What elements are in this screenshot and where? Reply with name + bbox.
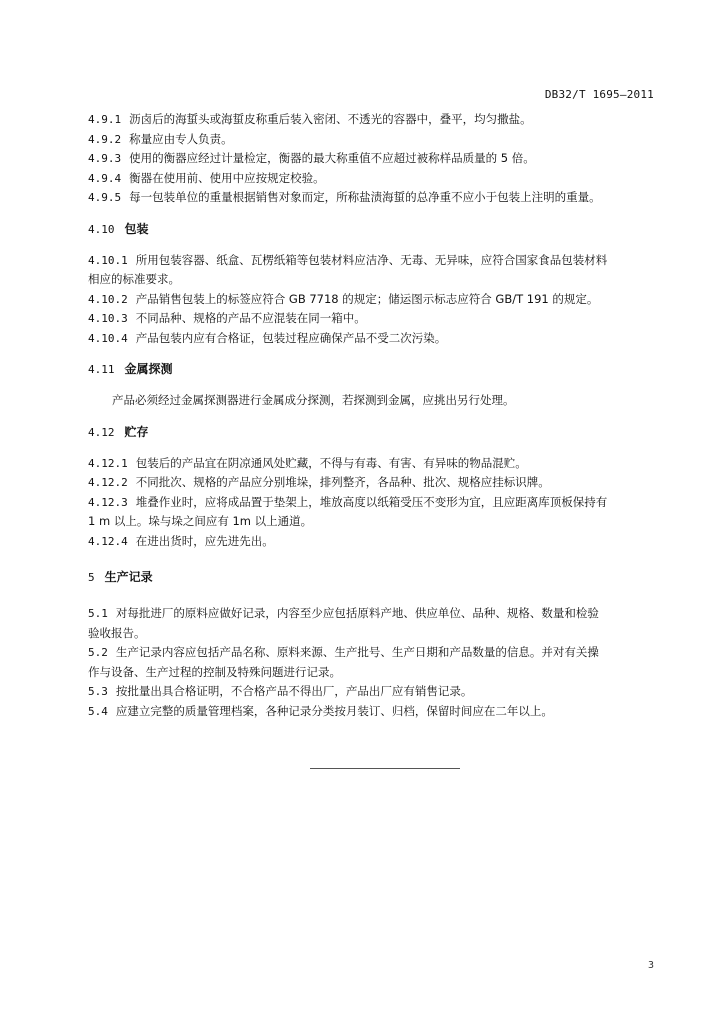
clause-4-9-2	[88, 130, 660, 150]
standard-code: DB32/T 1695—2011	[544, 88, 654, 101]
section-title: 贮存	[124, 424, 149, 439]
clause-number: 5.4	[88, 704, 108, 718]
section-number: 4.11	[88, 363, 115, 376]
clause-text: 使用的衡器应经过计量检定，衡器的最大称重值不应超过被称样品质量的 5 倍。	[129, 151, 535, 165]
paragraph-4-11: 产品必须经过金属探测器进行金属成分探测，若探测到金属，应挑出另行处理。	[112, 393, 515, 407]
section-number: 4.12	[88, 425, 115, 439]
clause-4-12-4	[88, 532, 660, 552]
clause-4-12-3-continued: 1 m 以上。垛与垛之间应有 1m 以上通道。	[88, 514, 313, 528]
clause-text: 产品销售包装上的标签应符合 GB 7718 的规定；储运图示标志应符合 GB/T 191 的规定。	[135, 291, 599, 306]
section-title: 包装	[124, 221, 149, 236]
clause-number: 5.2	[88, 646, 108, 659]
clause-text: 每一包装单位的重量根据销售对象而定，所称盐渍海蜇的总净重不应小于包装上注明的重量。	[129, 190, 601, 204]
section-heading-4-11	[88, 359, 660, 380]
clause-text: 对每批进厂的原料应做好记录，内容至少应包括原料产地、供应单位、品种、规格、数量和检验	[115, 606, 599, 620]
clause-4-9-3	[88, 149, 660, 169]
clause-4-12-1	[88, 454, 660, 474]
clause-number: 4.9.1	[88, 113, 122, 126]
page-number: 3	[647, 960, 654, 971]
clause-text: 生产记录内容应包括产品名称、原料来源、生产批号、生产日期和产品数量的信息。并对有关操	[115, 645, 599, 659]
clause-text: 堆叠作业时，应将成品置于垫架上，堆放高度以纸箱受压不变形为宜，且应距离库顶板保持有	[135, 494, 608, 509]
end-of-document-rule	[310, 768, 460, 769]
clause-text: 不同品种、规格的产品不应混装在同一箱中。	[135, 311, 366, 325]
clause-4-10-4	[88, 329, 660, 349]
clause-text: 包装后的产品宜在阴凉通风处贮藏，不得与有毒、有害、有异味的物品混贮。	[135, 455, 527, 470]
section-number: 5	[88, 571, 95, 584]
clause-4-12-2	[88, 473, 660, 493]
clause-number: 4.10.3	[88, 312, 128, 325]
section-heading-5	[88, 567, 660, 588]
clause-number: 4.9.3	[88, 152, 122, 165]
document-body	[88, 110, 660, 721]
section-title: 生产记录	[104, 570, 153, 584]
clause-text: 按批量出具合格证明，不合格产品不得出厂，产品出厂应有销售记录。	[115, 684, 473, 698]
clause-5-3	[88, 682, 660, 702]
clause-4-10-1-continued: 相应的标准要求。	[88, 272, 180, 286]
clause-5-2	[88, 643, 660, 663]
clause-text: 衡器在使用前、使用中应按规定校验。	[129, 170, 325, 185]
section-number: 4.10	[88, 222, 115, 236]
clause-4-9-5	[88, 188, 660, 208]
clause-number: 4.10.2	[88, 292, 128, 306]
clause-number: 4.9.2	[88, 132, 122, 146]
clause-number: 4.12.4	[88, 534, 128, 548]
clause-number: 4.9.5	[88, 191, 122, 204]
clause-number: 4.12.3	[88, 495, 128, 509]
clause-4-9-1	[88, 110, 660, 130]
clause-5-1	[88, 604, 660, 624]
section-title: 金属探测	[124, 362, 173, 376]
section-heading-4-12	[88, 422, 660, 443]
clause-text: 沥卤后的海蜇头或海蜇皮称重后装入密闭、不透光的容器中，叠平，均匀撒盐。	[129, 112, 532, 126]
clause-number: 4.9.4	[88, 171, 122, 185]
clause-text: 应建立完整的质量管理档案，各种记录分类按月装订、归档，保留时间应在二年以上。	[115, 703, 553, 718]
clause-text: 不同批次、规格的产品应分别堆垛，排列整齐，各品种、批次、规格应挂标识牌。	[135, 475, 550, 489]
clause-4-12-3	[88, 493, 660, 513]
section-heading-4-10	[88, 219, 660, 240]
clause-text: 称量应由专人负责。	[129, 131, 233, 146]
clause-4-10-1	[88, 251, 660, 271]
clause-4-10-2	[88, 290, 660, 310]
clause-4-10-3	[88, 309, 660, 329]
clause-number: 5.1	[88, 607, 108, 620]
clause-text: 所用包装容器、纸盒、瓦楞纸箱等包装材料应洁净、无毒、无异味，应符合国家食品包装材料	[135, 252, 608, 267]
clause-number: 4.12.1	[88, 456, 128, 470]
clause-number: 4.12.2	[88, 476, 128, 489]
clause-number: 5.3	[88, 685, 108, 698]
clause-text: 产品包装内应有合格证，包装过程应确保产品不受二次污染。	[135, 330, 447, 345]
clause-number: 4.10.4	[88, 331, 128, 345]
clause-5-1-continued: 验收报告。	[88, 625, 146, 640]
clause-text: 在进出货时，应先进先出。	[135, 533, 274, 548]
clause-4-9-4	[88, 169, 660, 189]
clause-5-4	[88, 702, 660, 722]
clause-number: 4.10.1	[88, 253, 128, 267]
clause-5-2-continued: 作与设备、生产过程的控制及特殊问题进行记录。	[88, 664, 341, 679]
